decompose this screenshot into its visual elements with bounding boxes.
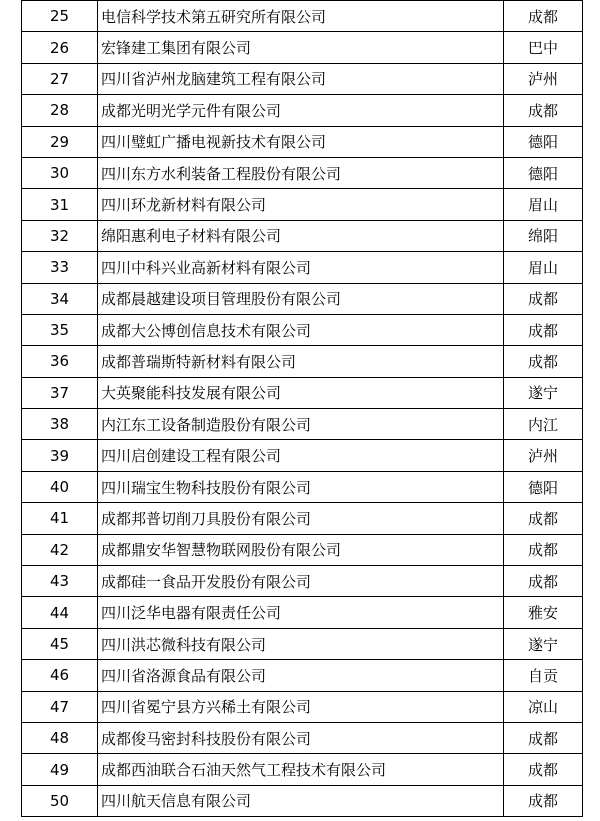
city-cell: 绵阳 xyxy=(504,220,583,251)
city-cell: 遂宁 xyxy=(504,377,583,408)
city-cell: 遂宁 xyxy=(504,628,583,659)
city-cell: 成都 xyxy=(504,754,583,785)
table-row xyxy=(22,377,583,408)
table-row xyxy=(22,409,583,440)
row-number-cell: 46 xyxy=(22,660,98,691)
row-number-cell: 34 xyxy=(22,283,98,314)
row-number-cell: 39 xyxy=(22,440,98,471)
city-cell: 成都 xyxy=(504,314,583,345)
row-number-cell: 41 xyxy=(22,503,98,534)
row-number-cell: 35 xyxy=(22,314,98,345)
table-row xyxy=(22,189,583,220)
row-number-cell: 49 xyxy=(22,754,98,785)
company-name-cell: 成都大公博创信息技术有限公司 xyxy=(98,314,504,345)
table-row xyxy=(22,534,583,565)
table-row xyxy=(22,440,583,471)
table-row xyxy=(22,722,583,753)
table-row xyxy=(22,314,583,345)
company-name-cell: 电信科学技术第五研究所有限公司 xyxy=(98,1,504,32)
company-name-cell: 四川省泸州龙脑建筑工程有限公司 xyxy=(98,63,504,94)
city-cell: 德阳 xyxy=(504,471,583,502)
table-row xyxy=(22,283,583,314)
company-name-cell: 四川中科兴业高新材料有限公司 xyxy=(98,252,504,283)
city-cell: 眉山 xyxy=(504,189,583,220)
company-name-cell: 四川省洛源食品有限公司 xyxy=(98,660,504,691)
company-name-cell: 四川启创建设工程有限公司 xyxy=(98,440,504,471)
city-cell: 成都 xyxy=(504,534,583,565)
table-row xyxy=(22,157,583,188)
city-cell: 巴中 xyxy=(504,32,583,63)
table-row xyxy=(22,95,583,126)
company-name-cell: 绵阳惠利电子材料有限公司 xyxy=(98,220,504,251)
table-row xyxy=(22,126,583,157)
city-cell: 成都 xyxy=(504,283,583,314)
row-number-cell: 43 xyxy=(22,566,98,597)
company-name-cell: 内江东工设备制造股份有限公司 xyxy=(98,409,504,440)
city-cell: 内江 xyxy=(504,409,583,440)
company-name-cell: 宏锋建工集团有限公司 xyxy=(98,32,504,63)
table-row xyxy=(22,471,583,502)
table-row xyxy=(22,597,583,628)
row-number-cell: 29 xyxy=(22,126,98,157)
city-cell: 成都 xyxy=(504,566,583,597)
table-row xyxy=(22,32,583,63)
table-row xyxy=(22,1,583,32)
company-name-cell: 成都普瑞斯特新材料有限公司 xyxy=(98,346,504,377)
row-number-cell: 48 xyxy=(22,722,98,753)
city-cell: 成都 xyxy=(504,1,583,32)
company-name-cell: 四川东方水利装备工程股份有限公司 xyxy=(98,157,504,188)
row-number-cell: 47 xyxy=(22,691,98,722)
row-number-cell: 30 xyxy=(22,157,98,188)
company-name-cell: 成都俊马密封科技股份有限公司 xyxy=(98,722,504,753)
table-row xyxy=(22,691,583,722)
table-row xyxy=(22,346,583,377)
row-number-cell: 25 xyxy=(22,1,98,32)
row-number-cell: 36 xyxy=(22,346,98,377)
company-name-cell: 成都光明光学元件有限公司 xyxy=(98,95,504,126)
row-number-cell: 32 xyxy=(22,220,98,251)
table-row xyxy=(22,63,583,94)
row-number-cell: 38 xyxy=(22,409,98,440)
city-cell: 成都 xyxy=(504,785,583,816)
company-name-cell: 四川环龙新材料有限公司 xyxy=(98,189,504,220)
table-row xyxy=(22,628,583,659)
company-name-cell: 成都鼎安华智慧物联网股份有限公司 xyxy=(98,534,504,565)
city-cell: 雅安 xyxy=(504,597,583,628)
company-name-cell: 成都硅一食品开发股份有限公司 xyxy=(98,566,504,597)
city-cell: 成都 xyxy=(504,722,583,753)
city-cell: 德阳 xyxy=(504,157,583,188)
city-cell: 泸州 xyxy=(504,440,583,471)
row-number-cell: 28 xyxy=(22,95,98,126)
company-name-cell: 成都邦普切削刀具股份有限公司 xyxy=(98,503,504,534)
company-name-cell: 四川泛华电器有限责任公司 xyxy=(98,597,504,628)
table-row xyxy=(22,785,583,816)
table-body xyxy=(22,1,583,817)
row-number-cell: 45 xyxy=(22,628,98,659)
company-list-table xyxy=(21,0,583,817)
city-cell: 眉山 xyxy=(504,252,583,283)
table-row xyxy=(22,754,583,785)
row-number-cell: 42 xyxy=(22,534,98,565)
company-name-cell: 大英聚能科技发展有限公司 xyxy=(98,377,504,408)
table-row xyxy=(22,566,583,597)
row-number-cell: 40 xyxy=(22,471,98,502)
company-name-cell: 成都西油联合石油天然气工程技术有限公司 xyxy=(98,754,504,785)
company-name-cell: 四川航天信息有限公司 xyxy=(98,785,504,816)
city-cell: 凉山 xyxy=(504,691,583,722)
city-cell: 德阳 xyxy=(504,126,583,157)
row-number-cell: 50 xyxy=(22,785,98,816)
city-cell: 成都 xyxy=(504,503,583,534)
company-name-cell: 四川瑞宝生物科技股份有限公司 xyxy=(98,471,504,502)
row-number-cell: 33 xyxy=(22,252,98,283)
table-row xyxy=(22,503,583,534)
company-name-cell: 四川省冕宁县方兴稀土有限公司 xyxy=(98,691,504,722)
table-row xyxy=(22,220,583,251)
row-number-cell: 37 xyxy=(22,377,98,408)
row-number-cell: 44 xyxy=(22,597,98,628)
row-number-cell: 27 xyxy=(22,63,98,94)
company-name-cell: 四川洪芯微科技有限公司 xyxy=(98,628,504,659)
company-name-cell: 四川璧虹广播电视新技术有限公司 xyxy=(98,126,504,157)
company-name-cell: 成都晨越建设项目管理股份有限公司 xyxy=(98,283,504,314)
city-cell: 成都 xyxy=(504,346,583,377)
table-row xyxy=(22,252,583,283)
city-cell: 泸州 xyxy=(504,63,583,94)
city-cell: 成都 xyxy=(504,95,583,126)
row-number-cell: 26 xyxy=(22,32,98,63)
city-cell: 自贡 xyxy=(504,660,583,691)
row-number-cell: 31 xyxy=(22,189,98,220)
table-row xyxy=(22,660,583,691)
